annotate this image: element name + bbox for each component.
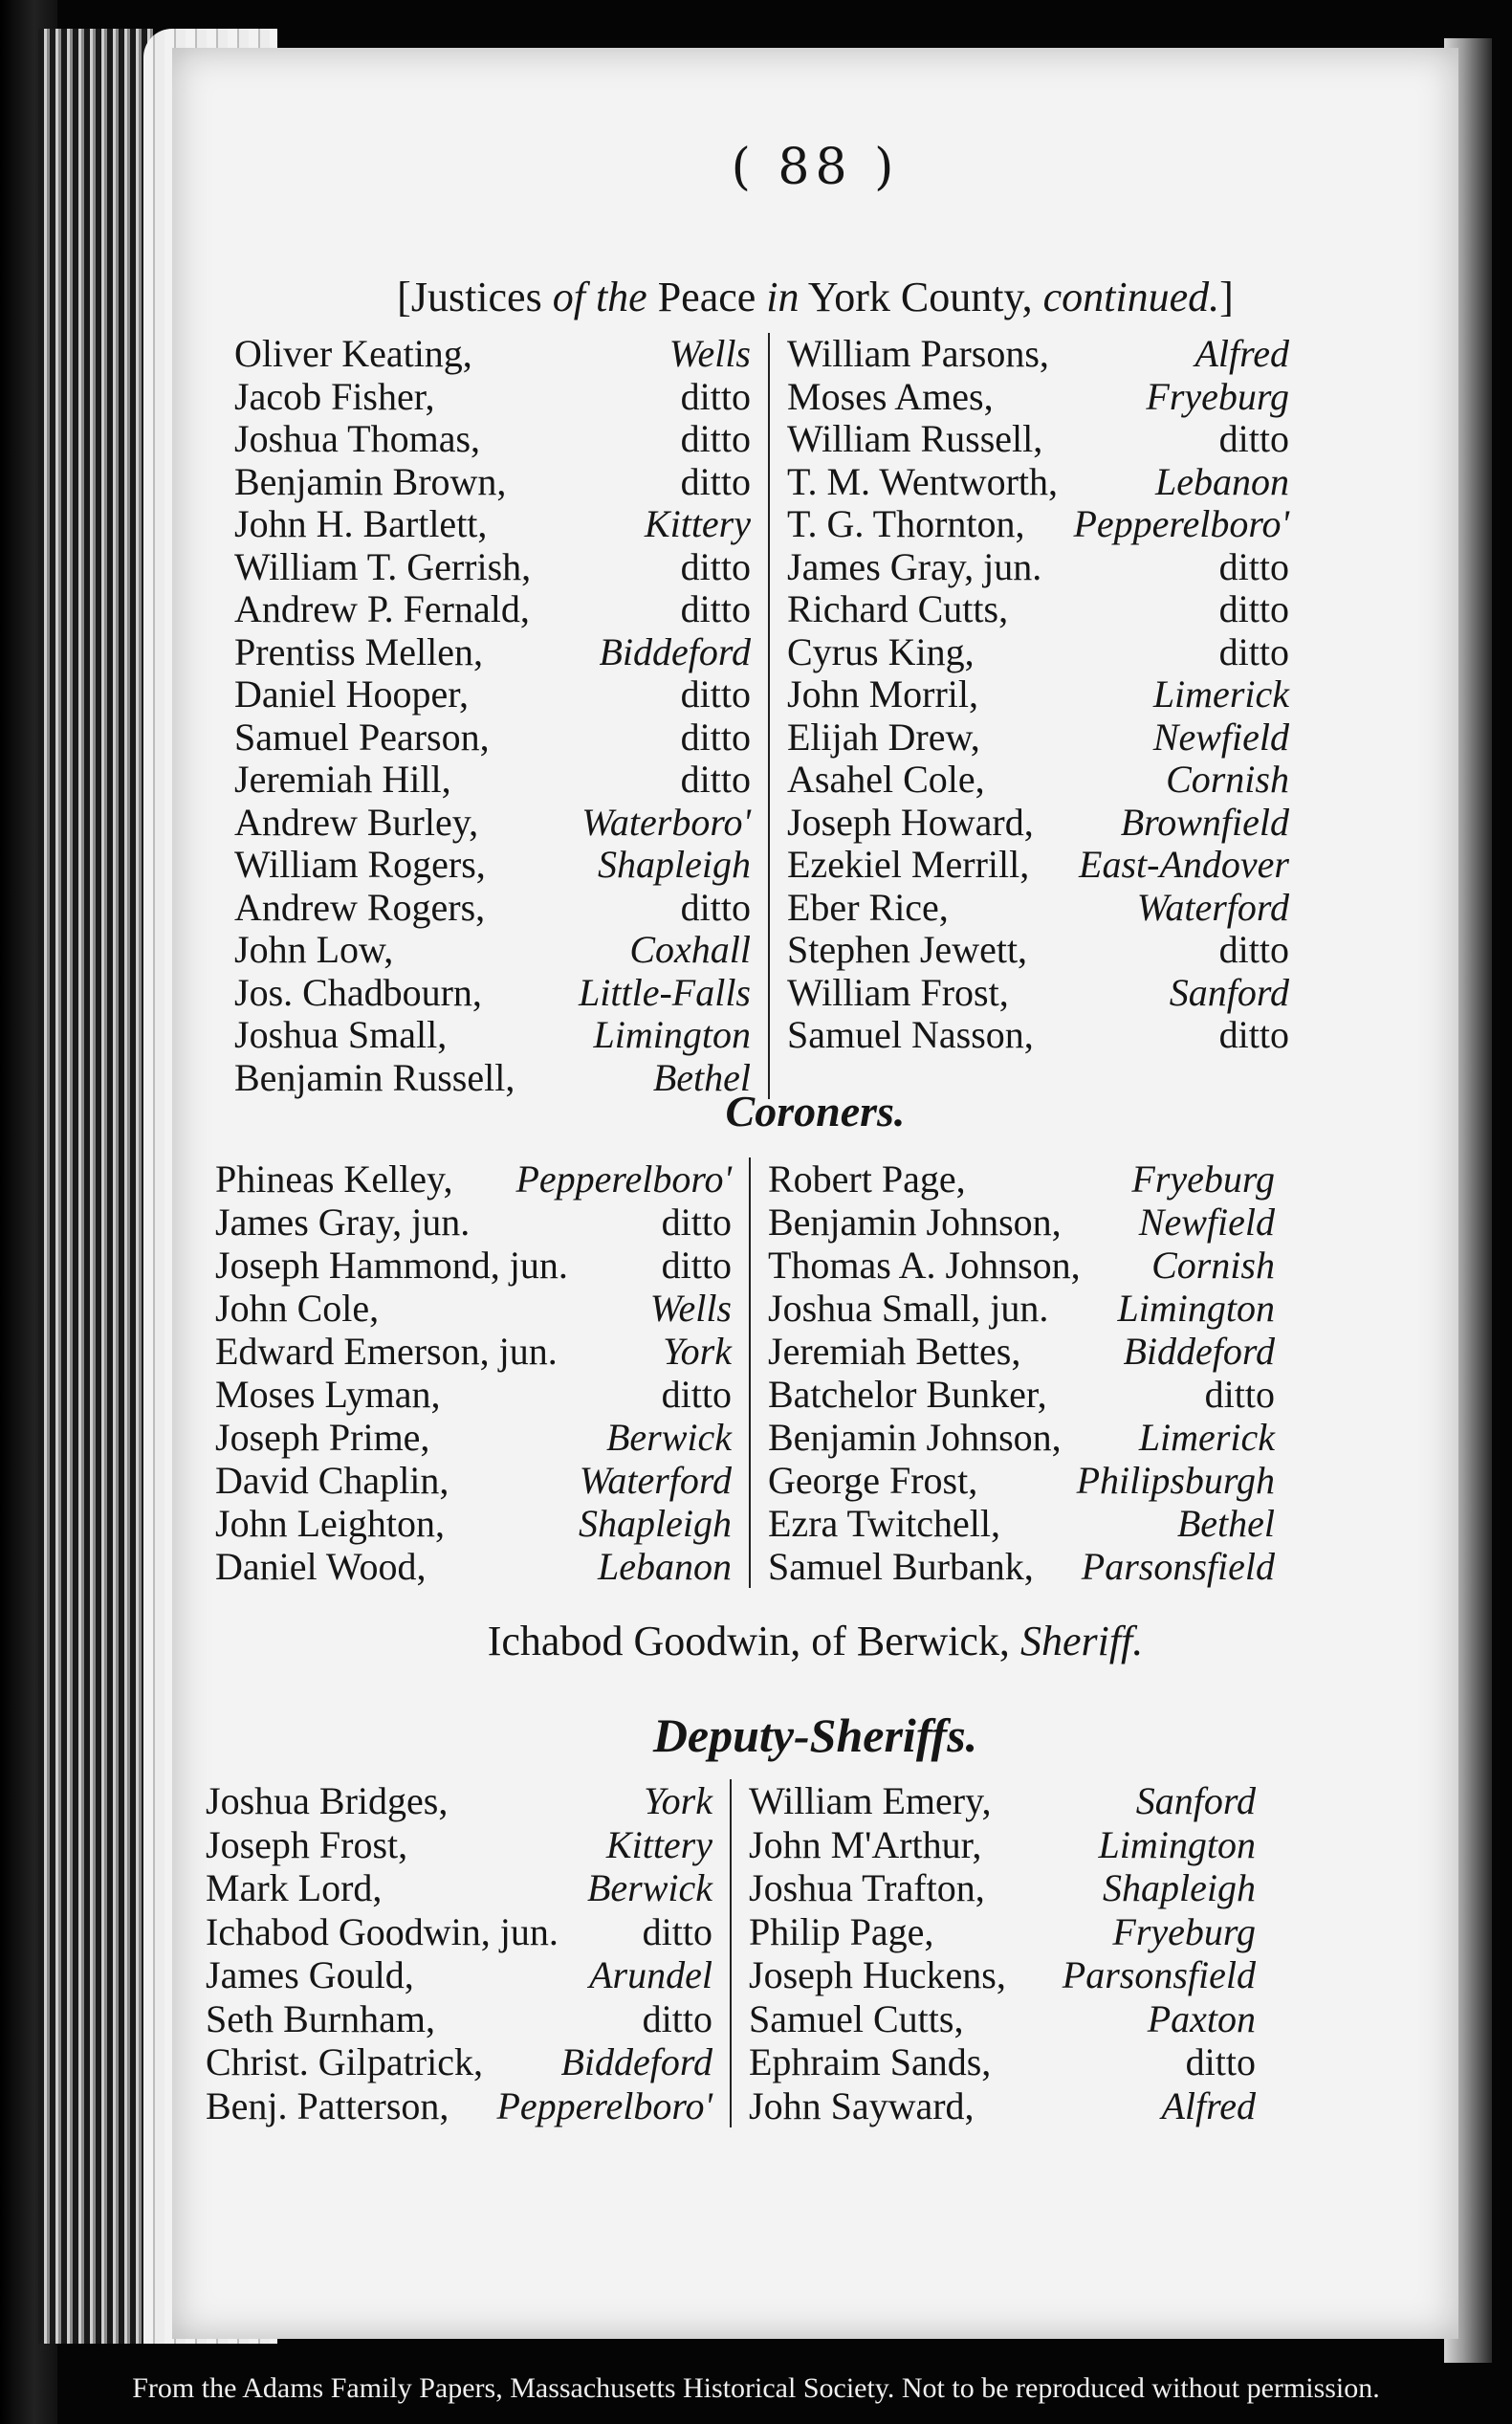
list-entry (234, 1014, 751, 1057)
entry-name: Ichabod Goodwin, jun. (206, 1909, 559, 1953)
list-entry (787, 588, 1289, 631)
coroners-title: Coroners. (725, 1087, 906, 1135)
list-entry (215, 1244, 732, 1287)
entry-town: Cornish (1166, 758, 1289, 801)
entry-name: Joshua Bridges, (206, 1779, 449, 1822)
page-number: ( 88 ) (731, 139, 900, 196)
entry-name: Thomas A. Johnson, (768, 1244, 1081, 1287)
entry-name: William T. Gerrish, (234, 544, 532, 588)
list-entry (749, 1823, 1256, 1867)
list-entry (768, 1330, 1275, 1373)
list-entry (234, 461, 751, 504)
list-entry (768, 1502, 1275, 1545)
list-entry (234, 376, 751, 419)
entry-name: William Emery, (749, 1779, 992, 1822)
sheriff-line (172, 1617, 1458, 1665)
list-entry (787, 929, 1289, 972)
entry-town: ditto (680, 715, 751, 759)
justices-left-column (234, 333, 770, 1099)
list-entry (787, 673, 1289, 716)
entry-town: ditto (680, 459, 751, 503)
heading-bracket-close: ] (1219, 274, 1234, 320)
coroners-left-column (215, 1157, 751, 1588)
archive-footer: From the Adams Family Papers, Massachusetts Historical Society. Not to be reproduced without permission. (132, 2372, 1380, 2404)
list-entry (787, 972, 1289, 1015)
entry-name: Phineas Kelley, (215, 1157, 453, 1201)
entry-town: East-Andover (1079, 843, 1289, 886)
list-entry (768, 1201, 1275, 1244)
entry-town: Biddeford (599, 629, 751, 673)
list-entry (749, 2040, 1256, 2084)
list-entry (206, 1866, 712, 1910)
entry-name: Moses Lyman, (215, 1373, 441, 1416)
list-entry (768, 1244, 1275, 1287)
entry-name: Joshua Small, jun. (768, 1287, 1049, 1330)
entry-town: Wells (668, 332, 751, 375)
entry-town: York (644, 1779, 712, 1822)
deputy-sheriffs-right-column (732, 1779, 1256, 2127)
entry-town: Lebanon (1155, 459, 1289, 503)
entry-town: Shapleigh (1103, 1866, 1256, 1909)
deputy-sheriffs-title: Deputy-Sheriffs. (652, 1708, 978, 1762)
entry-town: Biddeford (1123, 1330, 1275, 1373)
sheriff-name: Ichabod Goodwin, of Berwick, (487, 1618, 1010, 1664)
entry-town: Little-Falls (579, 970, 751, 1014)
entry-name: Samuel Burbank, (768, 1545, 1034, 1588)
list-entry (749, 1779, 1256, 1823)
entry-name: Samuel Pearson, (234, 715, 490, 759)
entry-town: Sanford (1169, 970, 1289, 1014)
entry-town: Alfred (1194, 332, 1289, 375)
entry-name: Joseph Howard, (787, 800, 1034, 844)
entry-town: ditto (680, 374, 751, 418)
entry-town: Biddeford (560, 2040, 712, 2083)
entry-town: Arundel (589, 1953, 712, 1996)
list-entry (749, 2084, 1256, 2128)
entry-name: Benjamin Brown, (234, 459, 507, 503)
list-entry (768, 1157, 1275, 1201)
entry-name: Benjamin Russell, (234, 1055, 515, 1099)
entry-name: Joshua Trafton, (749, 1866, 985, 1909)
entry-name: Joshua Small, (234, 1013, 448, 1056)
entry-name: William Frost, (787, 970, 1009, 1014)
entry-name: William Parsons, (787, 332, 1049, 375)
entry-name: Mark Lord, (206, 1866, 383, 1909)
entry-town: ditto (642, 1996, 712, 2040)
entry-town: ditto (680, 758, 751, 801)
entry-name: Daniel Wood, (215, 1545, 427, 1588)
entry-town: Philipsburgh (1076, 1459, 1275, 1502)
list-entry (234, 802, 751, 845)
entry-town: Paxton (1147, 1996, 1256, 2040)
list-entry (215, 1459, 732, 1502)
list-entry (206, 2084, 712, 2128)
entry-town: ditto (1218, 417, 1289, 460)
entry-town: ditto (661, 1244, 732, 1287)
list-entry (768, 1416, 1275, 1459)
entry-name: Andrew Burley, (234, 800, 479, 844)
justices-right-column (770, 333, 1289, 1099)
list-entry (234, 844, 751, 887)
entry-town: ditto (1204, 1373, 1275, 1416)
entry-name: Daniel Hooper, (234, 672, 469, 716)
list-entry (234, 673, 751, 716)
entry-town: Bethel (1176, 1502, 1275, 1545)
entry-town: Newfield (1152, 715, 1289, 759)
entry-town: Waterboro' (581, 800, 751, 844)
list-entry (787, 333, 1289, 376)
entry-name: David Chaplin, (215, 1459, 449, 1502)
list-entry (234, 716, 751, 760)
list-entry (215, 1157, 732, 1201)
entry-name: Ephraim Sands, (749, 2040, 992, 2083)
entry-name: Joseph Huckens, (749, 1953, 1006, 1996)
entry-town: Limington (1117, 1287, 1275, 1330)
list-entry (768, 1287, 1275, 1330)
entry-name: Jacob Fisher, (234, 374, 435, 418)
entry-town: Fryeburg (1112, 1909, 1256, 1953)
entry-name: James Gray, jun. (215, 1201, 471, 1244)
entry-name: Cyrus King, (787, 629, 975, 673)
entry-name: Benjamin Johnson, (768, 1416, 1062, 1459)
list-entry (234, 759, 751, 802)
list-entry (206, 1953, 712, 1997)
entry-town: ditto (1218, 544, 1289, 588)
entry-town: York (663, 1330, 732, 1373)
justices-list (234, 333, 1430, 1099)
deputy-sheriffs-list (206, 1779, 1411, 2127)
entry-name: Andrew Rogers, (234, 885, 486, 929)
entry-name: James Gould, (206, 1953, 414, 1996)
entry-town: Kittery (644, 502, 751, 545)
list-entry (215, 1545, 732, 1588)
entry-town: Fryeburg (1131, 1157, 1275, 1201)
list-entry (215, 1330, 732, 1373)
heading-text-4: in (766, 274, 800, 320)
list-entry (787, 759, 1289, 802)
list-entry (787, 716, 1289, 760)
entry-town: Alfred (1161, 2083, 1256, 2127)
book-page (172, 48, 1458, 2339)
entry-town: Berwick (586, 1866, 712, 1909)
entry-town: ditto (661, 1373, 732, 1416)
entry-town: Limerick (1152, 672, 1289, 716)
heading-text-3: Peace (657, 274, 756, 320)
entry-name: Robert Page, (768, 1157, 966, 1201)
entry-name: Joseph Frost, (206, 1822, 408, 1866)
entry-town: ditto (661, 1201, 732, 1244)
entry-name: Ezekiel Merrill, (787, 843, 1030, 886)
list-entry (234, 972, 751, 1015)
entry-name: T. M. Wentworth, (787, 459, 1059, 503)
entry-town: Pepperelboro' (515, 1157, 732, 1201)
entry-name: Philip Page, (749, 1909, 934, 1953)
list-entry (787, 503, 1289, 546)
list-entry (234, 631, 751, 674)
entry-town: Limington (1098, 1822, 1256, 1866)
entry-name: Prentiss Mellen, (234, 629, 483, 673)
entry-town: Pepperelboro' (1073, 502, 1289, 545)
entry-town: ditto (680, 544, 751, 588)
section-heading-justices (172, 273, 1458, 321)
entry-town: Coxhall (629, 928, 751, 971)
entry-name: John M'Arthur, (749, 1822, 982, 1866)
list-entry (787, 418, 1289, 461)
entry-name: John H. Bartlett, (234, 502, 488, 545)
entry-town: Sanford (1135, 1779, 1256, 1822)
entry-name: Christ. Gilpatrick, (206, 2040, 483, 2083)
list-entry (206, 1823, 712, 1867)
entry-name: Seth Burnham, (206, 1996, 435, 2040)
entry-town: Limerick (1138, 1416, 1275, 1459)
entry-town: Parsonsfield (1062, 1953, 1256, 1996)
entry-town: Pepperelboro' (496, 2083, 712, 2127)
entry-town: Shapleigh (598, 843, 751, 886)
entry-name: Ezra Twitchell, (768, 1502, 1001, 1545)
heading-text-6: continued. (1042, 274, 1220, 320)
list-entry (768, 1545, 1275, 1588)
coroners-list (215, 1157, 1411, 1588)
list-entry (787, 802, 1289, 845)
entry-town: Wells (649, 1287, 732, 1330)
entry-name: John Morril, (787, 672, 978, 716)
entry-town: Fryeburg (1146, 374, 1289, 418)
list-entry (234, 418, 751, 461)
entry-name: Joseph Prime, (215, 1416, 430, 1459)
list-entry (215, 1201, 732, 1244)
entry-name: William Russell, (787, 417, 1043, 460)
list-entry (749, 1997, 1256, 2041)
entry-name: Joseph Hammond, jun. (215, 1244, 568, 1287)
list-entry (234, 929, 751, 972)
sheriff-title: Sheriff. (1019, 1618, 1144, 1664)
entry-name: James Gray, jun. (787, 544, 1042, 588)
entry-town: Lebanon (598, 1545, 732, 1588)
entry-name: Joshua Thomas, (234, 417, 481, 460)
entry-name: Batchelor Bunker, (768, 1373, 1047, 1416)
entry-name: Elijah Drew, (787, 715, 980, 759)
list-entry (234, 333, 751, 376)
entry-town: ditto (1218, 629, 1289, 673)
entry-name: Jos. Chadbourn, (234, 970, 482, 1014)
coroners-right-column (751, 1157, 1275, 1588)
heading-text-2: of the (552, 274, 647, 320)
list-entry (215, 1287, 732, 1330)
list-entry (749, 1866, 1256, 1910)
list-entry (206, 2040, 712, 2084)
list-entry (215, 1502, 732, 1545)
entry-name: John Sayward, (749, 2083, 975, 2127)
entry-name: Jeremiah Bettes, (768, 1330, 1021, 1373)
entry-town: Newfield (1138, 1201, 1275, 1244)
list-entry (768, 1459, 1275, 1502)
list-entry (749, 1910, 1256, 1954)
entry-town: Parsonsfield (1081, 1545, 1275, 1588)
entry-town: ditto (1218, 587, 1289, 630)
entry-name: T. G. Thornton, (787, 502, 1025, 545)
entry-name: John Low, (234, 928, 394, 971)
entry-town: Bethel (652, 1055, 751, 1099)
entry-town: Cornish (1151, 1244, 1275, 1287)
entry-name: Jeremiah Hill, (234, 758, 451, 801)
deputy-sheriffs-left-column (206, 1779, 732, 2127)
entry-town: Waterford (579, 1459, 732, 1502)
entry-town: ditto (1185, 2040, 1256, 2083)
entry-town: Shapleigh (579, 1502, 732, 1545)
list-entry (749, 1953, 1256, 1997)
entry-name: Andrew P. Fernald, (234, 587, 530, 630)
entry-town: ditto (1218, 1013, 1289, 1056)
entry-town: Berwick (605, 1416, 732, 1459)
list-entry (234, 503, 751, 546)
list-entry (787, 887, 1289, 930)
list-entry (215, 1373, 732, 1416)
entry-town: ditto (680, 672, 751, 716)
entry-name: Moses Ames, (787, 374, 994, 418)
heading-bracket-open: [ (397, 274, 411, 320)
list-entry (787, 376, 1289, 419)
list-entry (206, 1779, 712, 1823)
entry-town: ditto (680, 417, 751, 460)
list-entry (215, 1416, 732, 1459)
entry-name: Samuel Nasson, (787, 1013, 1034, 1056)
entry-name: Edward Emerson, jun. (215, 1330, 558, 1373)
entry-town: Waterford (1136, 885, 1289, 929)
list-entry (768, 1373, 1275, 1416)
entry-town: ditto (642, 1909, 712, 1953)
list-entry (787, 1014, 1289, 1057)
entry-name: John Cole, (215, 1287, 380, 1330)
page-edges (38, 29, 153, 2344)
entry-name: Oliver Keating, (234, 332, 472, 375)
list-entry (787, 546, 1289, 589)
entry-name: Stephen Jewett, (787, 928, 1028, 971)
entry-town: Limington (593, 1013, 751, 1056)
heading-text-5: York County, (807, 274, 1033, 320)
entry-name: Richard Cutts, (787, 587, 1009, 630)
entry-name: Samuel Cutts, (749, 1996, 964, 2040)
list-entry (234, 588, 751, 631)
entry-town: Brownfield (1120, 800, 1289, 844)
entry-town: Kittery (605, 1822, 712, 1866)
entry-name: William Rogers, (234, 843, 486, 886)
list-entry (234, 546, 751, 589)
entry-name: Asahel Cole, (787, 758, 985, 801)
entry-name: Benj. Patterson, (206, 2083, 449, 2127)
list-entry (234, 887, 751, 930)
entry-name: Benjamin Johnson, (768, 1201, 1062, 1244)
entry-town: ditto (680, 587, 751, 630)
entry-town: ditto (680, 885, 751, 929)
entry-name: Eber Rice, (787, 885, 949, 929)
list-entry (787, 844, 1289, 887)
entry-town: ditto (1218, 928, 1289, 971)
entry-name: George Frost, (768, 1459, 978, 1502)
list-entry (206, 1997, 712, 2041)
list-entry (787, 461, 1289, 504)
list-entry (206, 1910, 712, 1954)
heading-text-1: Justices (410, 274, 542, 320)
entry-name: John Leighton, (215, 1502, 445, 1545)
list-entry (787, 631, 1289, 674)
